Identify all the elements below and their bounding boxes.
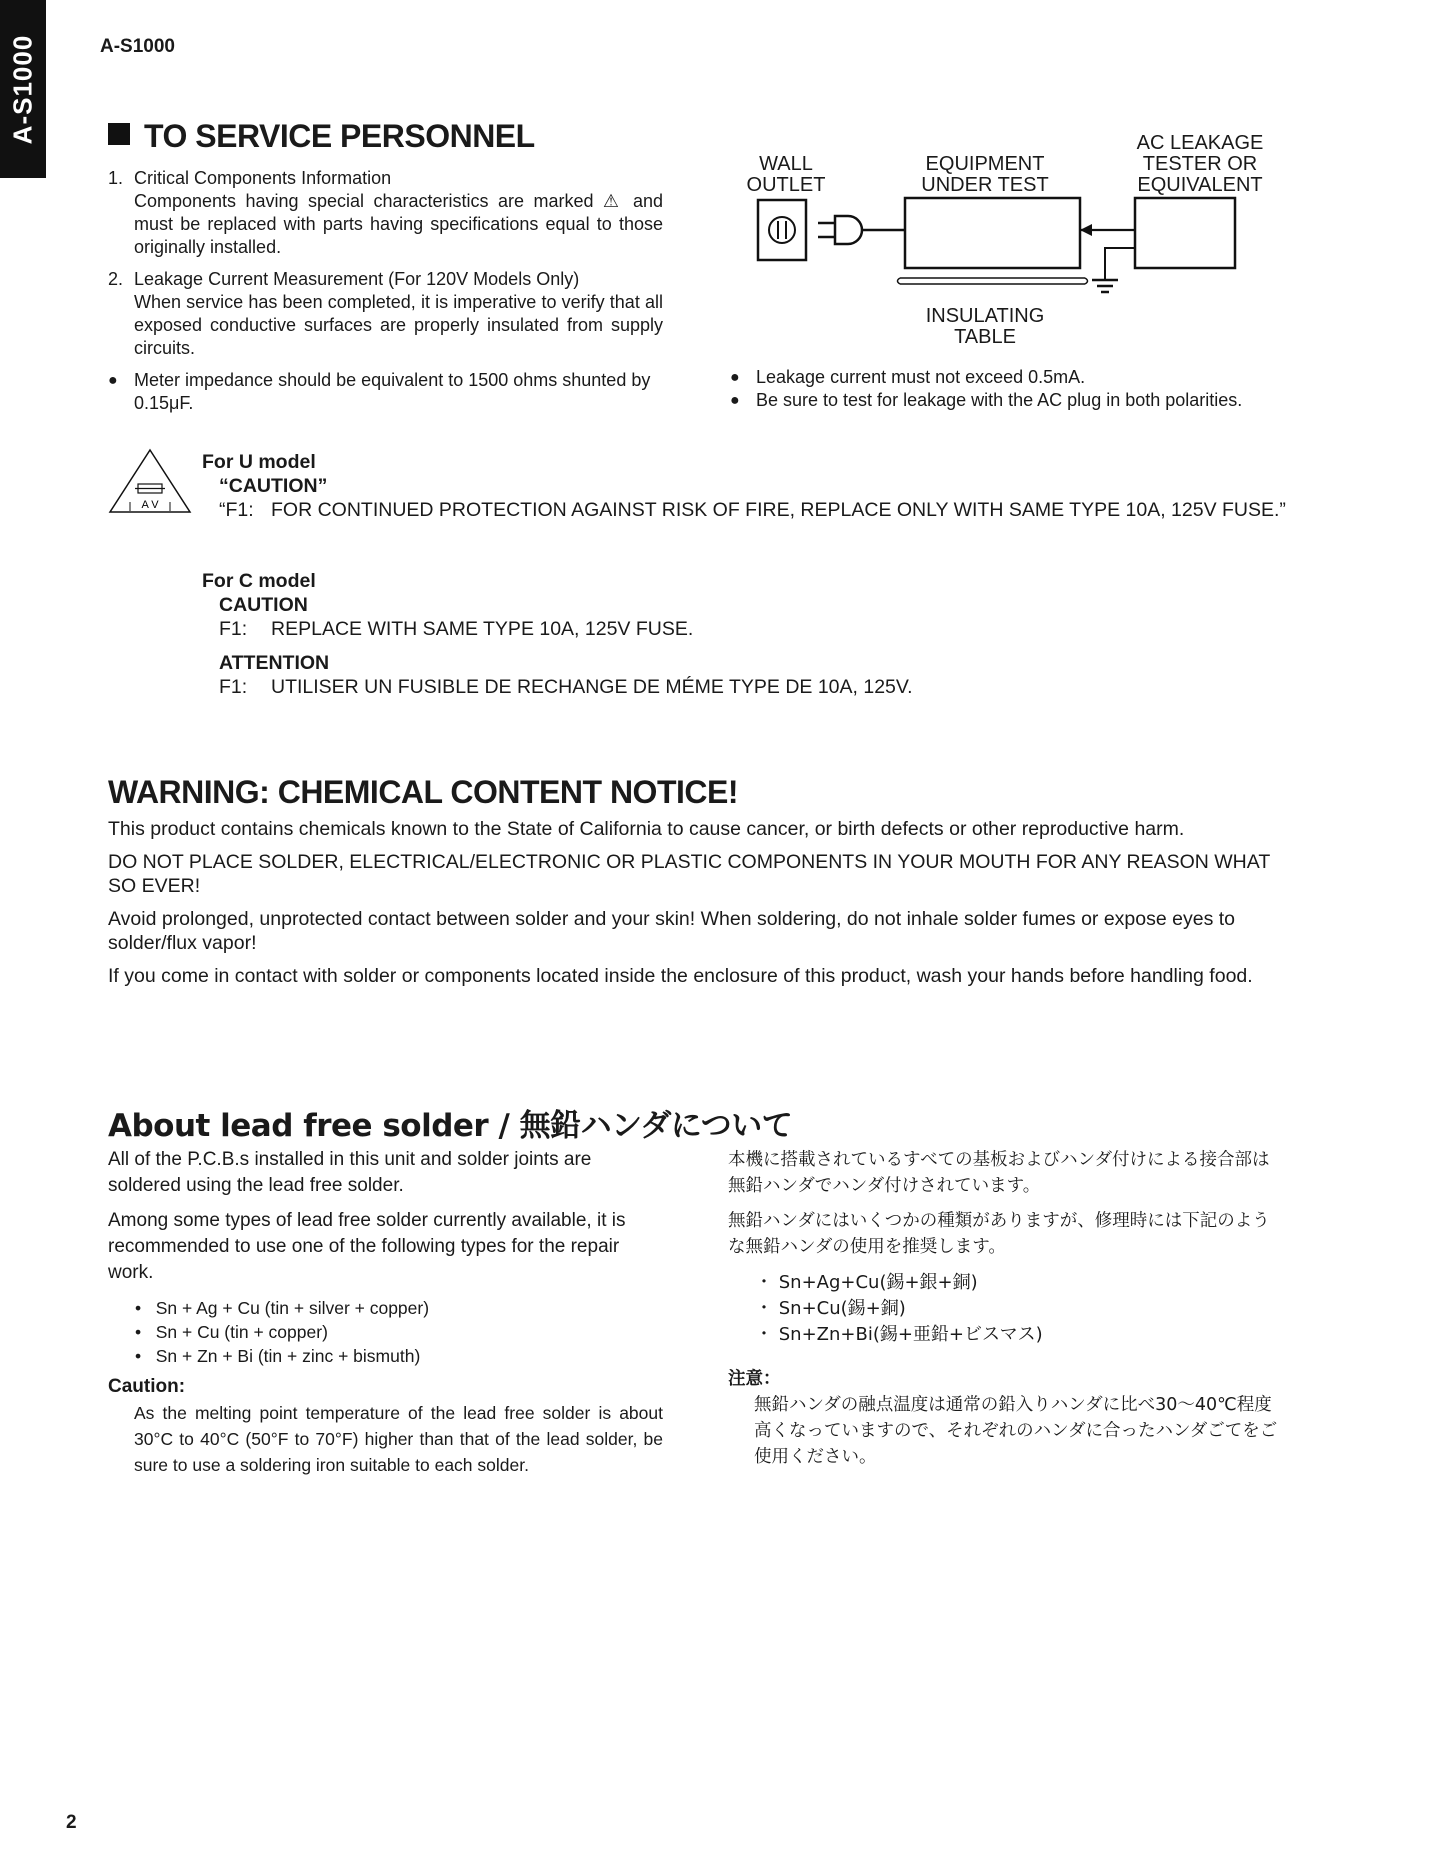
c-model-caution: CAUTION [219,594,308,616]
solder-type-list-jp [728,1270,1283,1348]
caution-text-jp: 無鉛ハンダの融点温度は通常の鉛入りハンダに比べ30〜40℃程度高くなっていますので、それぞれのハンダに合ったハンダごてをご使用ください。 [754,1395,1278,1467]
c-model-attention-f1 [202,675,1292,699]
leak-note-text: Be sure to test for leakage with the AC plug in both polarities. [756,390,1243,410]
equipment-box [905,198,1080,268]
f1-label: F1: [219,618,248,640]
leakage-diagram [740,190,1300,315]
wall-outlet-box [758,200,806,260]
tester-label [1120,133,1280,196]
c-model-attention: ATTENTION [219,652,330,674]
list-item: ・ Sn+Cu(錫+銅) [755,1298,906,1319]
u-model-block [202,450,1292,522]
fuse-symbol-label: A V [141,499,159,511]
f1-label: “F1: [219,499,254,521]
label-line: UNDER TEST [921,174,1049,196]
label-line: TESTER OR [1142,153,1258,175]
item-number: 1. [108,168,124,188]
item-body: Components having special characteristics are marked ⚠ and must be replaced with parts having specifications equal to those originally installed. [134,191,663,257]
caution-title: Caution: [108,1376,186,1397]
list-item [108,167,663,259]
list-item [730,389,1330,412]
list-item: ・ Sn+Ag+Cu(錫+銀+銅) [755,1272,978,1293]
item-title: Critical Components Information [134,168,392,188]
square-bullet-icon [108,123,130,145]
f1-label: F1: [219,676,248,698]
solder-type: Sn + Zn + Bi (tin + zinc + bismuth) [155,1346,421,1366]
bullet-icon: ● [730,392,740,409]
meter-note [108,369,663,415]
solder-type: Sn + Cu (tin + copper) [155,1322,328,1342]
label-line: EQUIVALENT [1137,174,1263,196]
list-item [730,366,1330,389]
lead-free-title: About lead free solder / 無鉛ハンダについて [108,1108,793,1144]
bullet-icon: ● [730,369,740,386]
meter-note-text: Meter impedance should be equivalent to 1500 ohms shunted by 0.15μF. [134,370,651,413]
lead-free-paragraph: All of the P.C.B.s installed in this unit and solder joints are soldered using the lead free solder. [108,1149,592,1196]
header-model: A-S1000 [100,36,175,57]
caution-text: As the melting point temperature of the lead free solder is about 30°C to 40°C (50°F to 70°F) higher than that of the lead solder, be sure to use a soldering iron suitable to each solder. [134,1403,663,1475]
list-item: • Sn + Zn + Bi (tin + zinc + bismuth) [135,1346,421,1366]
lead-free-paragraph-jp: 無鉛ハンダにはいくつかの種類がありますが、修理時には下記のような無鉛ハンダの使用を推奨します。 [728,1211,1270,1257]
warning-paragraph: DO NOT PLACE SOLDER, ELECTRICAL/ELECTRONIC OR PLASTIC COMPONENTS IN YOUR MOUTH FOR ANY REASON WHAT SO EVER! [108,851,1270,897]
solder-type: Sn+Ag+Cu(錫+銀+銅) [778,1272,978,1293]
label-line: INSULATING [925,305,1045,327]
item-number: 2. [108,269,124,289]
label-line: EQUIPMENT [925,153,1045,175]
arrow-icon [1080,224,1092,236]
side-tab [0,0,46,178]
c-model-caution-f1 [202,617,1292,641]
lead-free-paragraph: Among some types of lead free solder currently available, it is recommended to use one of the following types for the repair work. [108,1210,626,1283]
label-line: WALL [759,153,813,175]
ground-icon [1092,280,1118,292]
list-item: • Sn + Cu (tin + copper) [135,1322,328,1342]
f1-text: REPLACE WITH SAME TYPE 10A, 125V FUSE. [271,618,694,640]
c-model-title: For C model [202,570,316,592]
leak-note-text: Leakage current must not exceed 0.5mA. [756,367,1086,387]
page-number: 2 [66,1812,77,1833]
label-line: TABLE [954,326,1016,348]
warning-body [108,817,1288,988]
label-line: AC LEAKAGE [1136,132,1264,154]
list-item: • Sn + Ag + Cu (tin + silver + copper) [135,1298,430,1318]
u-model-f1 [202,498,1292,522]
service-title-text: TO SERVICE PERSONNEL [144,118,535,154]
plug-icon [818,216,905,244]
service-title [108,118,535,155]
f1-text: UTILISER UN FUSIBLE DE RECHANGE DE MÉME TYPE DE 10A, 125V. [271,676,913,698]
lead-free-paragraph-jp: 本機に搭載されているすべての基板およびハンダ付けによる接合部は無鉛ハンダでハンダ付けされています。 [728,1150,1270,1196]
lead-free-jp [728,1147,1283,1470]
u-model-caution: “CAUTION” [219,475,328,497]
warning-title: WARNING: CHEMICAL CONTENT NOTICE! [108,774,738,810]
item-body: When service has been completed, it is imperative to verify that all exposed conductive surfaces are properly insulated from supply circuits. [134,292,663,358]
tester-box [1135,198,1235,268]
warning-paragraph: If you come in contact with solder or components located inside the enclosure of this product, wash your hands before handling food. [108,965,1253,987]
insulating-table-icon [898,278,1088,284]
solder-type-list [108,1296,663,1368]
outlet-socket-icon [769,217,795,243]
warning-paragraph: Avoid prolonged, unprotected contact between solder and your skin! When soldering, do not inhale solder fumes or expose eyes to solder/flux vapor! [108,908,1236,954]
f1-text: FOR CONTINUED PROTECTION AGAINST RISK OF FIRE, REPLACE ONLY WITH SAME TYPE 10A, 125V FUSE.” [271,499,1286,521]
warning-paragraph: This product contains chemicals known to the State of California to cause cancer, or birth defects or other reproductive harm. [108,818,1185,840]
list-item [108,268,663,360]
solder-type: Sn + Ag + Cu (tin + silver + copper) [155,1298,430,1318]
item-title: Leakage Current Measurement (For 120V Models Only) [134,269,580,289]
solder-type: Sn+Zn+Bi(錫+亜鉛+ビスマス) [778,1324,1043,1345]
table-label [900,306,1070,348]
bullet-icon: ● [108,372,118,389]
solder-type: Sn+Cu(錫+銅) [778,1298,906,1319]
c-model-block [202,569,1292,699]
side-tab-label: A-S1000 [7,34,38,144]
service-list [108,167,663,415]
list-item: ・ Sn+Zn+Bi(錫+亜鉛+ビスマス) [755,1324,1043,1345]
label-line: OUTLET [746,174,826,196]
fuse-warning-symbol-icon [108,448,192,516]
u-model-title: For U model [202,451,316,473]
leak-notes [730,366,1330,412]
lead-free-en [108,1147,663,1478]
caution-title-jp: 注意： [728,1369,781,1389]
